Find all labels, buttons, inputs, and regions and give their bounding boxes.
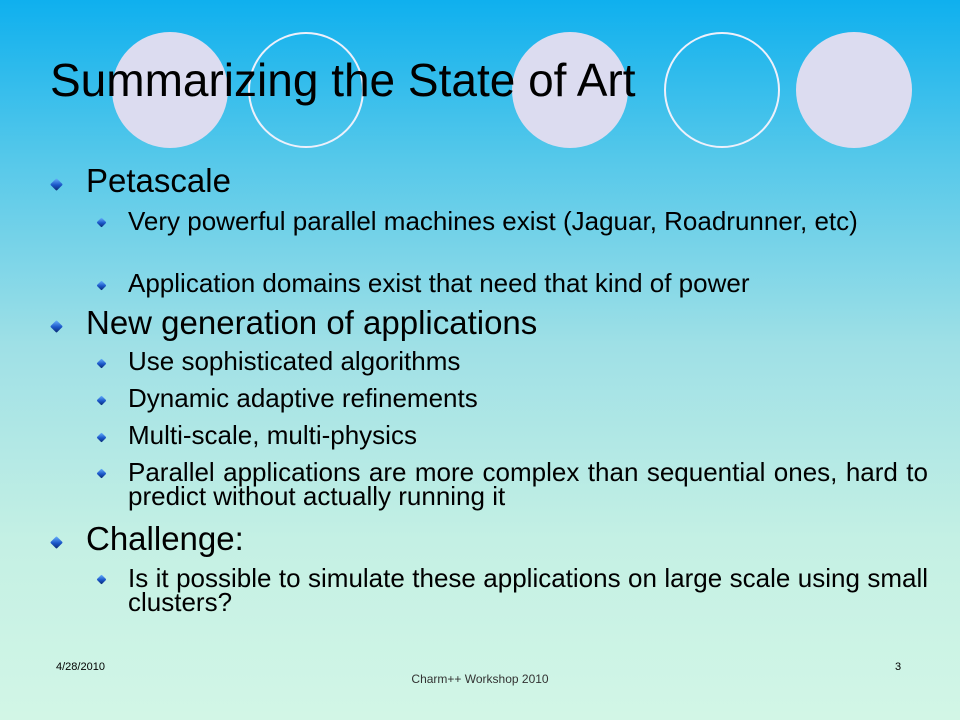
diamond-bullet-icon (97, 218, 107, 228)
slide-title: Summarizing the State of Art (50, 54, 636, 106)
diamond-bullet-icon (50, 178, 63, 191)
list-item: Dynamic adaptive refinements (128, 383, 478, 413)
diamond-bullet-icon (97, 359, 107, 369)
page-number: 3 (895, 661, 902, 673)
decorative-circle-5 (796, 32, 912, 148)
list-item: Very powerful parallel machines exist (Jaguar, Roadrunner, etc) (128, 206, 858, 236)
list-item: Use sophisticated algorithms (128, 346, 461, 376)
diamond-bullet-icon (97, 575, 107, 585)
list-item: Parallel applications are more complex than sequential ones, hard to predict without actually running it (128, 457, 928, 511)
list-item: Application domains exist that need that kind of power (128, 268, 750, 298)
section-heading: Petascale (86, 162, 231, 199)
footer-date: 4/28/2010 (56, 661, 105, 673)
decorative-ring-4 (664, 32, 780, 148)
footer-event: Charm++ Workshop 2010 (411, 672, 549, 686)
diamond-bullet-icon (97, 469, 107, 479)
section-heading: New generation of applications (86, 304, 538, 341)
list-item: Is it possible to simulate these applications on large scale using small clusters? (128, 563, 928, 617)
list-item: Multi-scale, multi-physics (128, 420, 417, 450)
diamond-bullet-icon (97, 433, 107, 443)
diamond-bullet-icon (50, 320, 63, 333)
section-heading: Challenge: (86, 520, 244, 557)
diamond-bullet-icon (97, 396, 107, 406)
diamond-bullet-icon (97, 281, 107, 291)
diamond-bullet-icon (50, 536, 63, 549)
